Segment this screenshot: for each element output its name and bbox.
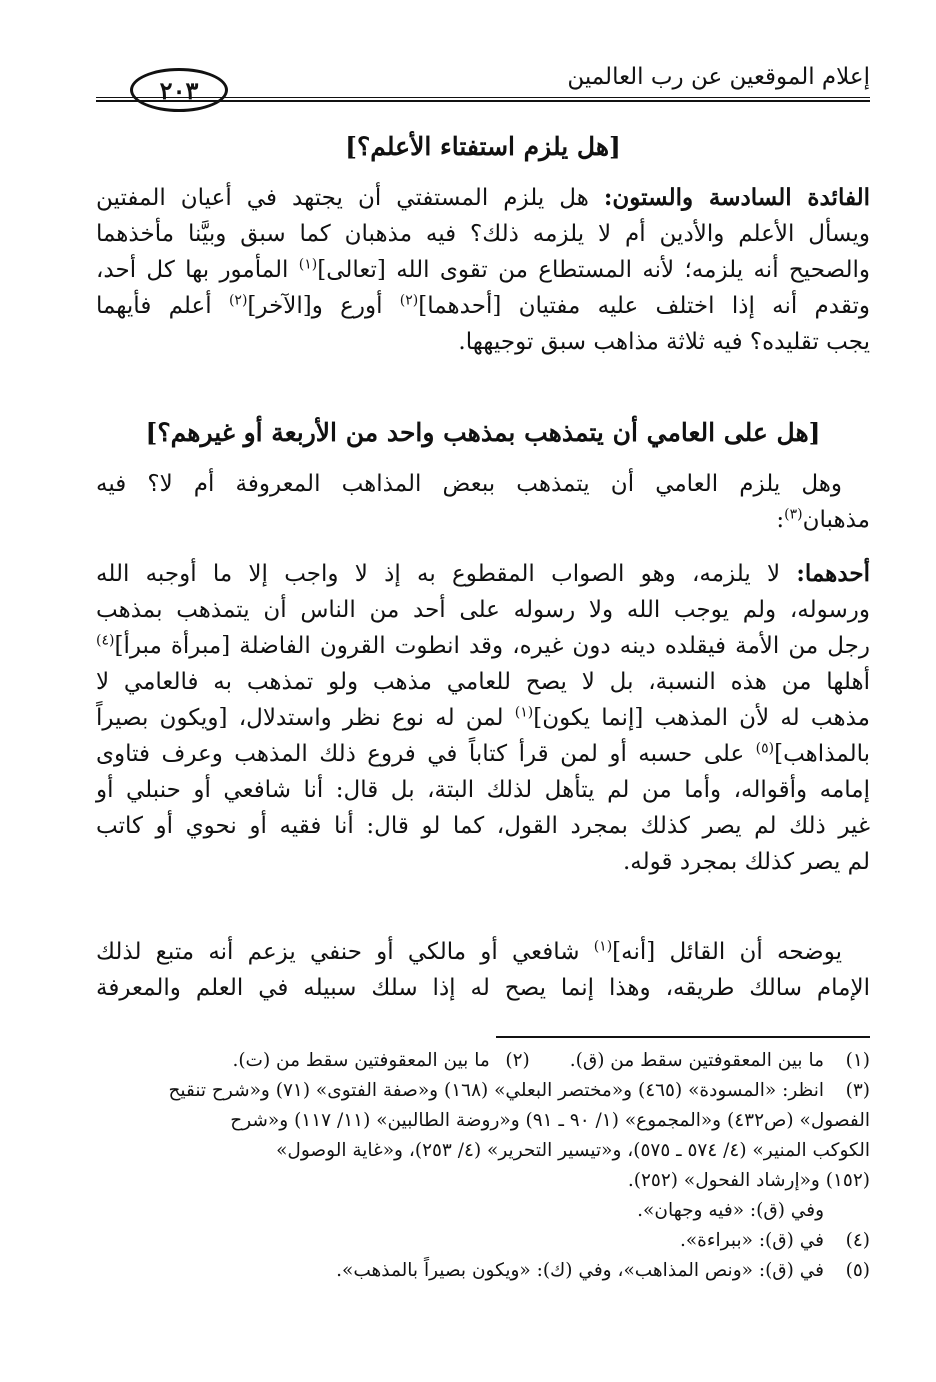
footnote-ref: (١): [298, 256, 318, 273]
text-line: غير ذلك لم يصر كذلك بمجرد القول، كما لو قال: أنا فقيه أو نحوي أو كاتب: [96, 813, 870, 839]
text-line: [96, 736, 870, 772]
text-line: [96, 502, 870, 538]
footnote-text: في (ق): «ببراءة».: [679, 1230, 824, 1251]
text-line: [96, 252, 870, 288]
footnote-ref: (١): [514, 704, 534, 721]
text-span: :: [776, 507, 785, 533]
text-line: [96, 628, 870, 664]
text-span: والصحيح أنه يلزمه؛ لأنه المستطاع من تقوى الله [تعالى]: [317, 257, 870, 283]
text-line: [96, 934, 870, 970]
footnote-ref: (٥): [755, 740, 775, 757]
footnote-number: (٥): [845, 1260, 870, 1281]
footnote-ref: (٣): [784, 506, 803, 523]
footnote-continuation: وفي (ق): «فيه وجهان».: [637, 1200, 824, 1221]
footnote-row: [96, 1046, 870, 1076]
text-span: هل يلزم المستفتي أن يجتهد في أعيان المفتين: [96, 185, 604, 211]
text-span: رجل من الأمة فيقلده دينه دون غيره، وقد انطوت القرون الفاضلة [مبرأة مبرأ]: [114, 633, 870, 659]
text-span: شافعي أو مالكي أو حنفي يزعم أنه متبع لذلك: [96, 939, 594, 965]
text-span: مذهبان: [802, 507, 870, 533]
paragraph-lead: أحدهما:: [796, 560, 870, 587]
footnote-number: (٤): [845, 1230, 870, 1251]
text-line: أهلها من هذه النسبة، بل لا يصح للعامي مذهب ولو تمذهب به فالعامي لا: [96, 669, 870, 695]
footnote-4: [96, 1226, 870, 1256]
footnote-continuation: الكوكب المنير» (٤/ ٥٧٤ ـ ٥٧٥)، و«تيسير التحرير» (٤/ ٢٥٣)، و«غاية الوصول»: [276, 1140, 870, 1161]
footnote-number: (٣): [845, 1080, 870, 1101]
text-span: مذهب له لأن المذهب [إنما يكون]: [533, 705, 870, 731]
text-line: ورسوله، ولم يوجب الله ولا رسوله على أحد من الناس أن يتمذهب بمذهب: [96, 597, 870, 623]
text-line: إمامه وأقواله، وأما من لم يتأهل لذلك البتة، بل قال: أنا شافعي أو حنبلي أو: [96, 777, 870, 803]
text-span: يوضحه أن القائل [أنه]: [612, 939, 842, 965]
text-span: أعلم فأيهما: [96, 293, 229, 319]
footnote-ref: (١): [593, 938, 613, 955]
footnote-number: (٢): [505, 1050, 530, 1071]
text-span: لمن له نوع نظر واستدلال، [ويكون بصيراً: [96, 705, 515, 731]
text-line: ويسأل الأعلم والأدين أم لا يلزمه ذلك؟ فيه مذهبان كما سبق وبيَّنا مأخذهما: [96, 221, 870, 247]
text-line: [96, 180, 870, 216]
running-title: إعلام الموقعين عن رب العالمين: [567, 64, 870, 90]
text-line: [96, 700, 870, 736]
footnote-2: [232, 1046, 529, 1076]
footnote-number: (١): [845, 1050, 870, 1071]
text-line: الإمام سالك طريقه، وهذا إنما يصح له إذا سلك سبيله في العلم والمعرفة: [96, 975, 870, 1001]
header-rule: [96, 97, 870, 102]
paragraph-66th-benefit: [96, 180, 870, 360]
footnote-ref: (٢): [228, 292, 248, 309]
text-line: لم يصر كذلك بمجرد قوله.: [622, 849, 870, 875]
footnotes: [96, 1046, 870, 1286]
paragraph-clarification: [96, 934, 870, 1006]
footnote-3: [96, 1076, 870, 1106]
footnote-ref: (٤): [96, 632, 115, 649]
text-line: يجب تقليده؟ فيه ثلاثة مذاهب سبق توجيهها.: [458, 329, 870, 355]
footnote-rule: [496, 1036, 870, 1038]
section-heading-most-knowledgeable: [هل يلزم استفتاء الأعلم؟]: [345, 132, 621, 161]
text-span: وتقدم أنه إذا اختلف عليه مفتيان [أحدهما]: [418, 293, 871, 319]
text-span: أورع و[الآخر]: [247, 293, 400, 319]
text-span: بالمذاهب]: [774, 741, 870, 767]
footnote-text: ما بين المعقوفتين سقط من (ق).: [569, 1050, 824, 1071]
section-heading-adopting-madhhab: [هل على العامي أن يتمذهب بمذهب واحد من الأربعة أو غيرهم؟]: [145, 418, 821, 447]
text-line: [96, 288, 870, 324]
footnote-text: ما بين المعقوفتين سقط من (ت).: [232, 1050, 490, 1071]
paragraph-first-opinion: [96, 556, 870, 880]
footnote-text: انظر: «المسودة» (٤٦٥) و«مختصر البعلي» (١٦٨) و«صفة الفتوى» (٧١) و«شرح تنقيح: [168, 1080, 824, 1101]
footnote-ref: (٢): [399, 292, 419, 309]
paragraph-madhhab-question: [96, 466, 870, 538]
paragraph-lead: الفائدة السادسة والستون:: [603, 184, 870, 211]
footnote-text: في (ق): «ونص المذاهب»، وفي (ك): «ويكون بصيراً بالمذهب».: [336, 1260, 824, 1281]
text-line: [96, 556, 870, 592]
text-line: وهل يلزم العامي أن يتمذهب ببعض المذاهب المعروفة أم لا؟ فيه: [96, 471, 842, 497]
footnote-5: [96, 1256, 870, 1286]
page-number: ٢٠٣: [130, 68, 228, 112]
text-span: لا يلزمه، وهو الصواب المقطوع به إذ لا واجب إلا ما أوجبه الله: [96, 561, 797, 587]
footnote-continuation: (١٥٢) و«إرشاد الفحول» (٢٥٢).: [627, 1170, 870, 1191]
text-span: على حسبه أو لمن قرأ كتاباً في فروع ذلك المذهب وعرف فتاوى: [96, 741, 756, 767]
footnote-1: [570, 1046, 870, 1076]
footnote-continuation: الفصول» (ص٤٣٢) و«المجموع» (١/ ٩٠ ـ ٩١) و«روضة الطالبين» (١١/ ١١٧) و«شرح: [230, 1110, 870, 1131]
text-span: المأمور بها كل أحد،: [96, 257, 299, 283]
